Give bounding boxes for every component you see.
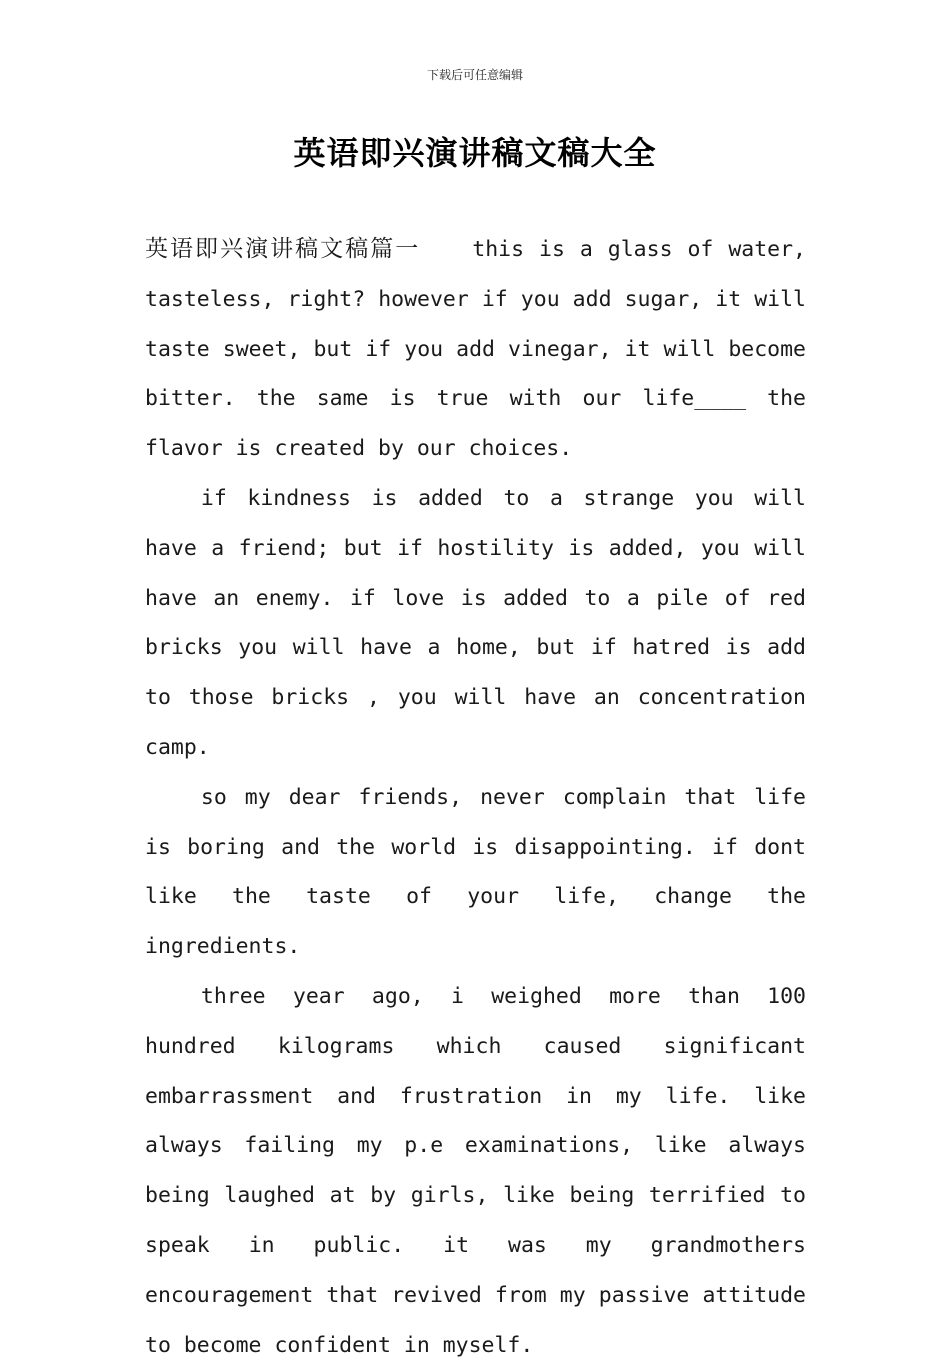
paragraph-text: this is a glass of water, tasteless, right? however if you add sugar, it will taste sweet, but if you add vinegar, it will become bitter. the same is true with our life____ the flavor is created by our choices. [145,237,807,462]
header-note: 下载后可任意编辑 [426,68,523,82]
paragraph-3: so my dear friends, never complain that life is boring and the world is disappointing. if dont like the taste of your life, change the ingredients. [145,784,806,960]
paragraph-4: three year ago, i weighed more than 100 hundred kilograms which caused significant embarrassment and frustration in my life. like always failing my p.e examinations, like always being laughed at by girls, like being terrified to speak in public. it was my grandmothers encouragement that revived from my passive attitude to become confident in myself. [145,983,806,1358]
paragraph-1 [145,225,806,474]
section-heading: 英语即兴演讲稿文稿篇一 [145,236,421,262]
document-body [145,225,806,1370]
document-title: 英语即兴演讲稿文稿大全 [293,134,657,172]
paragraph-2: if kindness is added to a strange you will have a friend; but if hostility is added, you will have an enemy. if love is added to a pile of red bricks you will have a home, but if hatred is add to those bricks , you will have an concentration camp. [145,485,806,760]
